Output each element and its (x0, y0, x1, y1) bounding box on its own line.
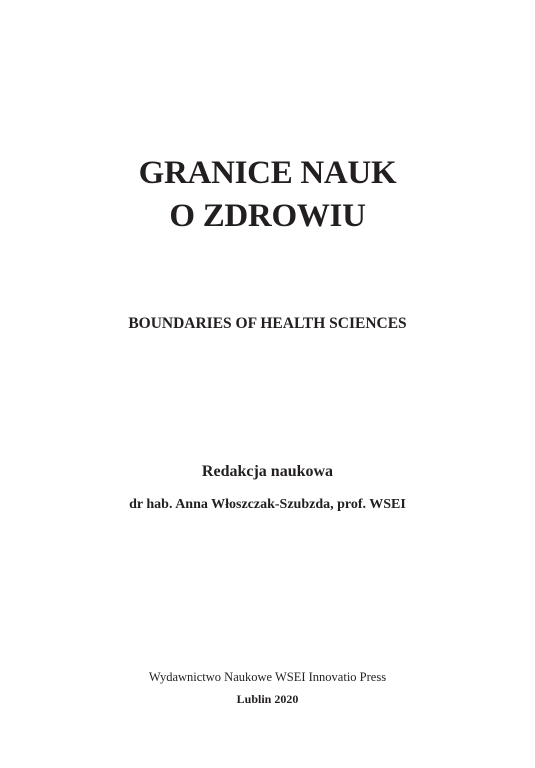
publication-place-year: Lublin 2020 (236, 692, 299, 706)
english-subtitle: BOUNDARIES OF HEALTH SCIENCES (128, 315, 407, 332)
publisher-name: Wydawnictwo Naukowe WSEI Innovatio Press (148, 670, 387, 684)
editorial-label: Redakcja naukowa (201, 463, 334, 480)
editor-name: dr hab. Anna Włoszczak-Szubzda, prof. WSEI (129, 497, 406, 512)
title-line-1: GRANICE NAUK (138, 155, 397, 191)
title-line-2: O ZDROWIU (169, 198, 366, 234)
